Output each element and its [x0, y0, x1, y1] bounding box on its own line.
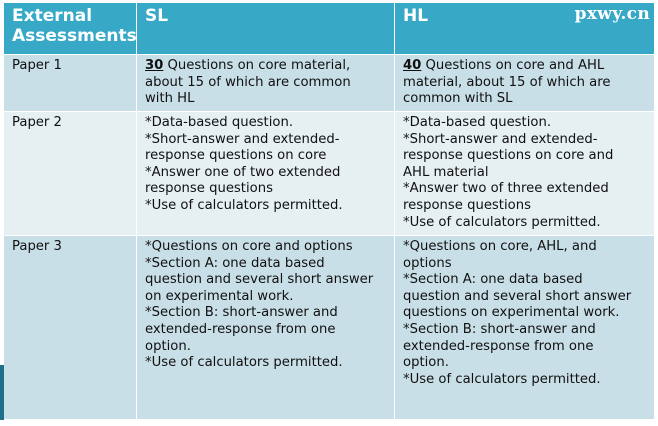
hl-line: question and several short answer	[403, 288, 632, 304]
sl-line: *Use of calculators permitted.	[145, 355, 343, 371]
row-paper2-hl	[395, 112, 655, 236]
sl-line: Questions on core material,	[163, 58, 351, 73]
hl-line: *Data-based question.	[403, 115, 552, 130]
sl-line: *Section A: one data based	[145, 255, 325, 271]
hl-line: *Answer two of three extended	[403, 181, 609, 197]
watermark-text: pxwy.cn	[574, 4, 650, 24]
row-paper2-label: Paper 2	[4, 112, 137, 236]
hl-line: *Questions on core, AHL, and	[403, 239, 597, 254]
row-paper3-hl	[395, 236, 655, 420]
hl-line: Questions on core and AHL	[421, 58, 605, 73]
header-hl: HL	[395, 3, 655, 55]
hl-line: extended-response from one	[403, 338, 594, 354]
sl-line: *Questions on core and options	[145, 239, 353, 254]
hl-line: option.	[403, 355, 449, 371]
hl-line: options	[403, 255, 452, 271]
sl-line: extended-response from one	[145, 321, 336, 337]
hl-line: AHL material	[403, 164, 489, 180]
row-paper2-sl	[137, 112, 395, 236]
header-external-assessments	[4, 3, 137, 55]
hl-line: response questions	[403, 197, 531, 213]
sl-question-count: 30	[145, 58, 164, 73]
hl-line: *Use of calculators permitted.	[403, 214, 601, 230]
sl-line: response questions on core	[145, 148, 327, 164]
sl-line: with HL	[145, 91, 195, 107]
hl-line: material, about 15 of which are	[403, 74, 611, 90]
sl-line: about 15 of which are common	[145, 74, 351, 90]
row-paper1-sl	[137, 55, 395, 112]
sl-line: *Short-answer and extended-	[145, 131, 340, 147]
sl-line: *Use of calculators permitted.	[145, 197, 343, 213]
row-paper3-sl	[137, 236, 395, 420]
header-sl: SL	[137, 3, 395, 55]
header-col1-line2: Assessments	[12, 26, 137, 46]
hl-question-count: 40	[403, 58, 422, 73]
hl-line: *Section A: one data based	[403, 272, 583, 288]
hl-line: *Section B: short-answer and	[403, 321, 596, 337]
sl-line: question and several short answer	[145, 272, 374, 288]
sl-line: *Answer one of two extended	[145, 164, 341, 180]
sl-line: option.	[145, 338, 191, 354]
sl-line: *Data-based question.	[145, 115, 294, 130]
row-paper1-label: Paper 1	[4, 55, 137, 112]
hl-line: *Short-answer and extended-	[403, 131, 598, 147]
row-paper3-label: Paper 3	[4, 236, 137, 420]
sl-line: response questions	[145, 181, 273, 197]
sl-line: *Section B: short-answer and	[145, 305, 338, 321]
hl-line: common with SL	[403, 91, 513, 107]
sl-line: on experimental work.	[145, 288, 294, 304]
header-col1-line1: External	[12, 6, 93, 26]
hl-line: response questions on core and	[403, 148, 614, 164]
row-paper1-hl	[395, 55, 655, 112]
assessment-table	[4, 3, 655, 420]
hl-line: questions on experimental work.	[403, 305, 620, 321]
hl-line: *Use of calculators permitted.	[403, 371, 601, 387]
